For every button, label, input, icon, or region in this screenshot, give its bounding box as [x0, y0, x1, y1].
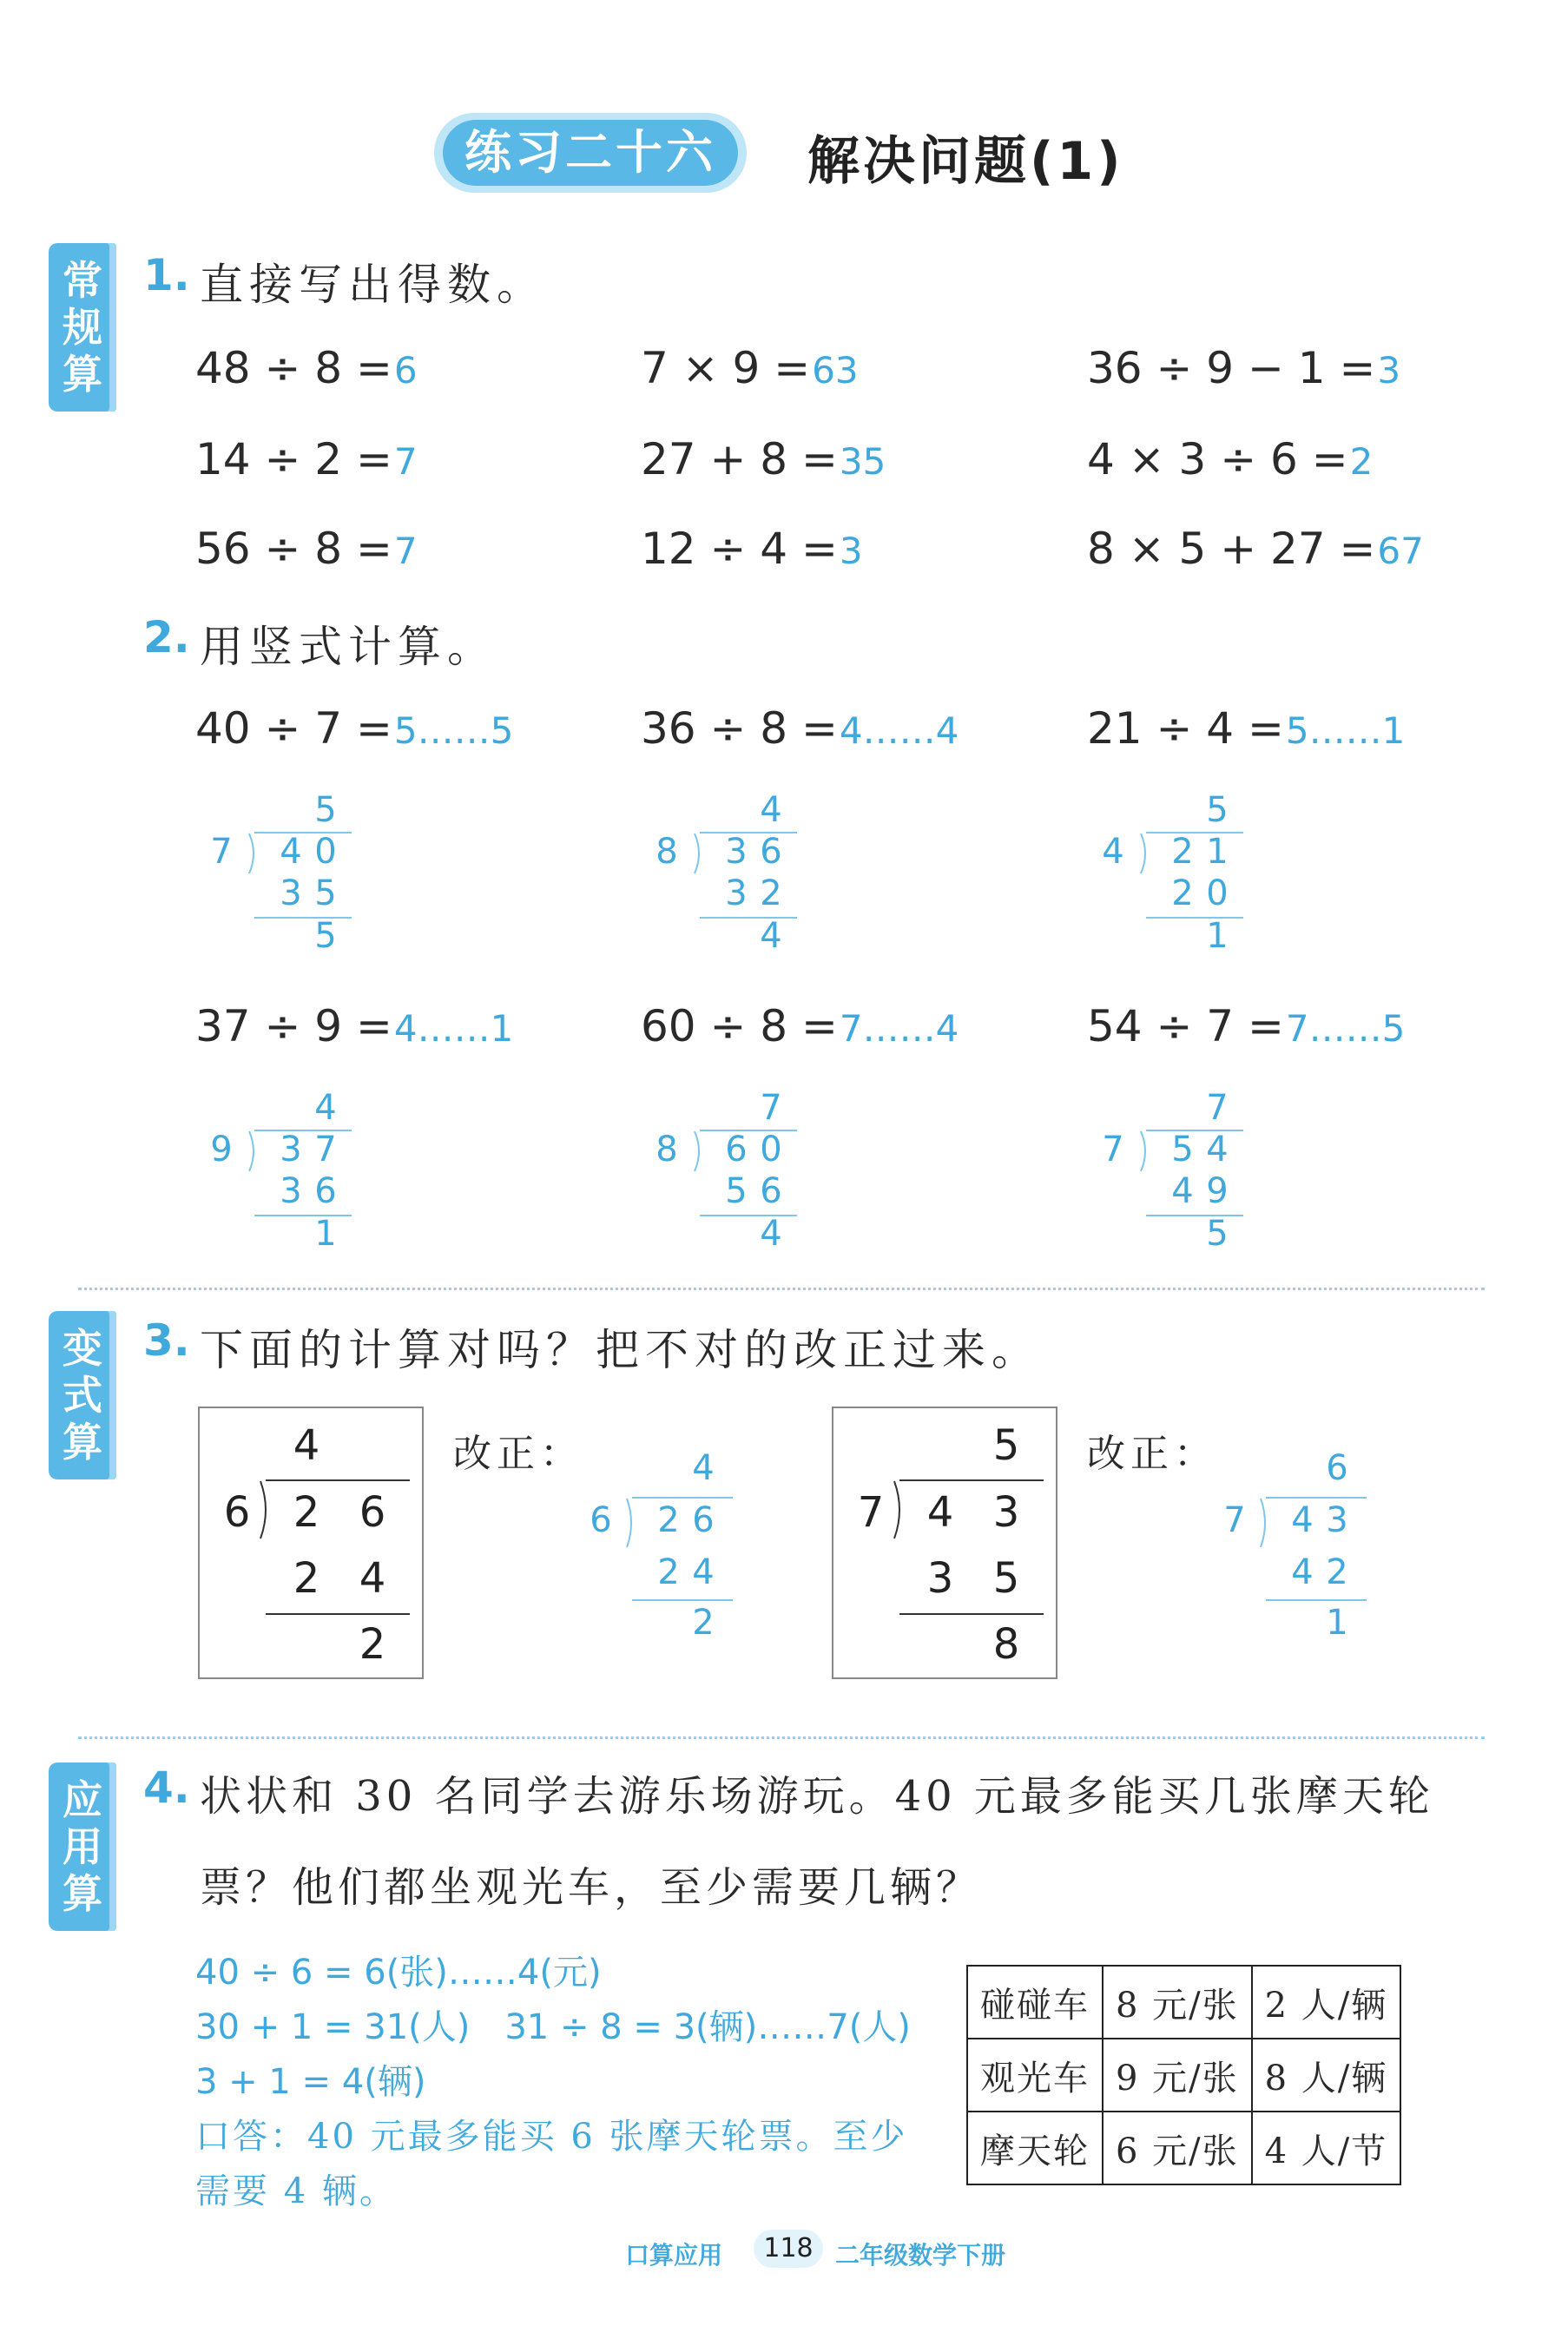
section-divider	[78, 1736, 1485, 1739]
wrong-calculation-box: 4 6 2 6 2 4 2	[198, 1407, 424, 1679]
fix-label: 改正：	[453, 1432, 583, 1476]
q3-text: 下面的计算对吗？把不对的改正过来。	[200, 1325, 1041, 1375]
long-division: 7 8 6 0 5 6 4	[649, 1088, 823, 1262]
table-row	[967, 2039, 1400, 2112]
corrected-division: 6 7 4 3 4 2 1	[1217, 1448, 1391, 1639]
table-cell: 碰碰车	[967, 1966, 1103, 2039]
section-divider	[78, 1288, 1485, 1290]
q2-item: 37 ÷ 9 =4……1	[195, 1001, 514, 1051]
long-division: 4 9 3 7 3 6 1	[204, 1088, 378, 1262]
q1-number: 1.	[143, 250, 190, 300]
long-division: 4 8 3 6 3 2 4	[649, 790, 823, 964]
table-cell: 9 元/张	[1103, 2039, 1252, 2112]
solution-answer: 口答：40 元最多能买 6 张摩天轮票。至少	[195, 2117, 908, 2157]
q2-item: 21 ÷ 4 =5……1	[1087, 703, 1406, 754]
q1-item: 56 ÷ 8 =7	[195, 524, 418, 574]
q1-item: 14 ÷ 2 =7	[195, 434, 418, 484]
q1-item: 48 ÷ 8 =6	[195, 343, 418, 393]
q3-number: 3.	[143, 1315, 190, 1366]
q2-item: 60 ÷ 8 =7……4	[641, 1001, 959, 1051]
table-cell: 4 人/节	[1252, 2112, 1401, 2184]
fix-label: 改正：	[1087, 1432, 1217, 1476]
table-cell: 8 人/辆	[1252, 2039, 1401, 2112]
wrong-calculation-box: 5 7 4 3 3 5 8	[832, 1407, 1057, 1679]
q1-text: 直接写出得数。	[200, 260, 546, 310]
header-badge-text: 练习二十六	[464, 125, 716, 180]
table-cell: 摩天轮	[967, 2112, 1103, 2184]
corrected-division: 4 6 2 6 2 4 2	[583, 1448, 757, 1639]
q2-item: 40 ÷ 7 =5……5	[195, 703, 514, 754]
long-division: 5 7 4 0 3 5 5	[204, 790, 378, 964]
q1-item: 7 × 9 =63	[641, 343, 859, 393]
q4-line1: 状状和 30 名同学去游乐场游玩。40 元最多能买几张摩天轮	[200, 1772, 1434, 1821]
table-row	[967, 1966, 1400, 2039]
q2-text: 用竖式计算。	[200, 622, 497, 672]
long-division: 7 7 5 4 4 9 5	[1096, 1088, 1269, 1262]
table-cell: 观光车	[967, 2039, 1103, 2112]
footer-left: 口算应用	[625, 2241, 723, 2270]
q2-number: 2.	[143, 612, 190, 662]
q1-item: 8 × 5 + 27 =67	[1087, 524, 1424, 574]
q4-number: 4.	[143, 1762, 190, 1813]
long-division: 5 4 2 1 2 0 1	[1096, 790, 1269, 964]
fare-table	[966, 1965, 1401, 2185]
table-cell: 2 人/辆	[1252, 1966, 1401, 2039]
solution-answer: 需要 4 辆。	[195, 2171, 397, 2211]
tab-variant: 变式算	[49, 1311, 116, 1479]
solution-line: 30 + 1 = 31(人) 31 ÷ 8 = 3(辆)……7(人)	[195, 2007, 911, 2047]
tab-applied: 应用算	[49, 1762, 116, 1931]
q4-line2: 票？他们都坐观光车，至少需要几辆？	[200, 1863, 983, 1912]
solution-line: 3 + 1 = 4(辆)	[195, 2062, 426, 2102]
table-cell: 8 元/张	[1103, 1966, 1252, 2039]
table-row	[967, 2112, 1400, 2184]
q1-item: 4 × 3 ÷ 6 =2	[1087, 434, 1374, 484]
q1-item: 27 + 8 =35	[641, 434, 886, 484]
table-cell: 6 元/张	[1103, 2112, 1252, 2184]
q2-item: 36 ÷ 8 =4……4	[641, 703, 959, 754]
footer-right: 二年级数学下册	[835, 2241, 1006, 2270]
page-number: 118	[754, 2230, 823, 2268]
page-title: 解决问题(1)	[807, 131, 1124, 192]
q2-item: 54 ÷ 7 =7……5	[1087, 1001, 1406, 1051]
solution-line: 40 ÷ 6 = 6(张)……4(元)	[195, 1953, 602, 1993]
q1-item: 12 ÷ 4 =3	[641, 524, 863, 574]
tab-regular: 常规算	[49, 243, 116, 412]
q1-item: 36 ÷ 9 − 1 =3	[1087, 343, 1401, 393]
